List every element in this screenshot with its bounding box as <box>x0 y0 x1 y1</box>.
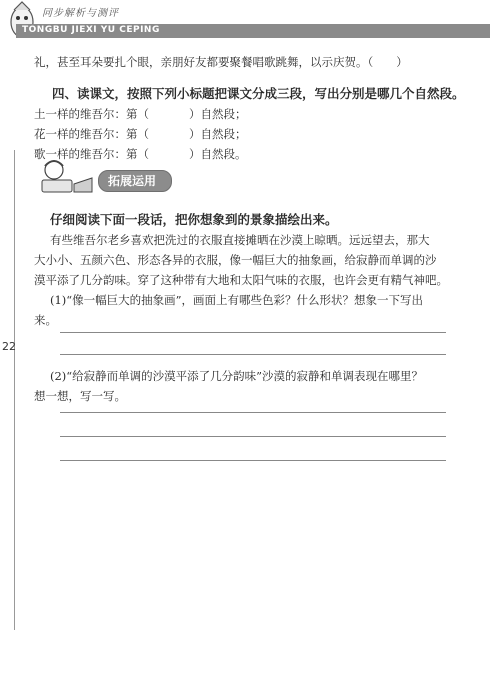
answer-line[interactable] <box>60 332 446 333</box>
q4-row-3-label: 歌一样的维吾尔：第（ <box>34 147 149 161</box>
section-title: 拓展运用 <box>108 174 157 188</box>
passage-line-2: 大小小、五颜六色、形态各异的衣服，像一幅巨大的抽象画，给寂静而单调的沙 <box>34 253 437 267</box>
answer-line[interactable] <box>60 460 446 461</box>
answer-line[interactable] <box>60 436 446 437</box>
header-pinyin: TONGBU JIEXI YU CEPING <box>22 25 160 35</box>
mascot-icon <box>4 0 40 46</box>
answer-line[interactable] <box>60 412 446 413</box>
question-1-line-1: (1)“像一幅巨大的抽象画”，画面上有哪些色彩？什么形状？想象一下写出 <box>50 293 424 307</box>
answer-line[interactable] <box>60 354 446 355</box>
question4-prompt: 四、读课文，按照下列小标题把课文分成三段，写出分别是哪几个自然段。 <box>52 86 465 101</box>
top-text-line: 礼，甚至耳朵要扎个眼，亲朋好友都要聚餐唱歌跳舞，以示庆贺。（ ） <box>34 55 408 69</box>
q4-row-1-end: ）自然段； <box>189 107 247 121</box>
passage-line-3: 漠平添了几分韵味。穿了这种带有大地和太阳气味的衣服，也许会更有精气神吧。 <box>34 273 448 287</box>
q4-row-2-label: 花一样的维吾尔：第（ <box>34 127 149 141</box>
page-number: 22 <box>2 340 16 353</box>
q4-row-1 <box>34 106 247 122</box>
margin-rule <box>14 150 15 630</box>
q4-row-2 <box>34 126 247 142</box>
header-title: 同步解析与测评 <box>42 8 119 19</box>
passage-line-1: 有些维吾尔老乡喜欢把洗过的衣服直接摊晒在沙漠上晾晒。远远望去，那大 <box>50 233 430 247</box>
question-2-line-1: (2)“给寂静而单调的沙漠平添了几分韵味”沙漠的寂静和单调表现在哪里？ <box>50 369 424 383</box>
q4-row-3-end: ）自然段。 <box>189 147 247 161</box>
q4-row-1-label: 土一样的维吾尔：第（ <box>34 107 149 121</box>
q4-row-2-end: ）自然段； <box>189 127 247 141</box>
reading-prompt: 仔细阅读下面一段话，把你想象到的景象描绘出来。 <box>50 212 338 227</box>
page-header <box>0 0 490 46</box>
question-1-line-2: 来。 <box>34 313 57 327</box>
question-2-line-2: 想一想，写一写。 <box>34 389 126 403</box>
